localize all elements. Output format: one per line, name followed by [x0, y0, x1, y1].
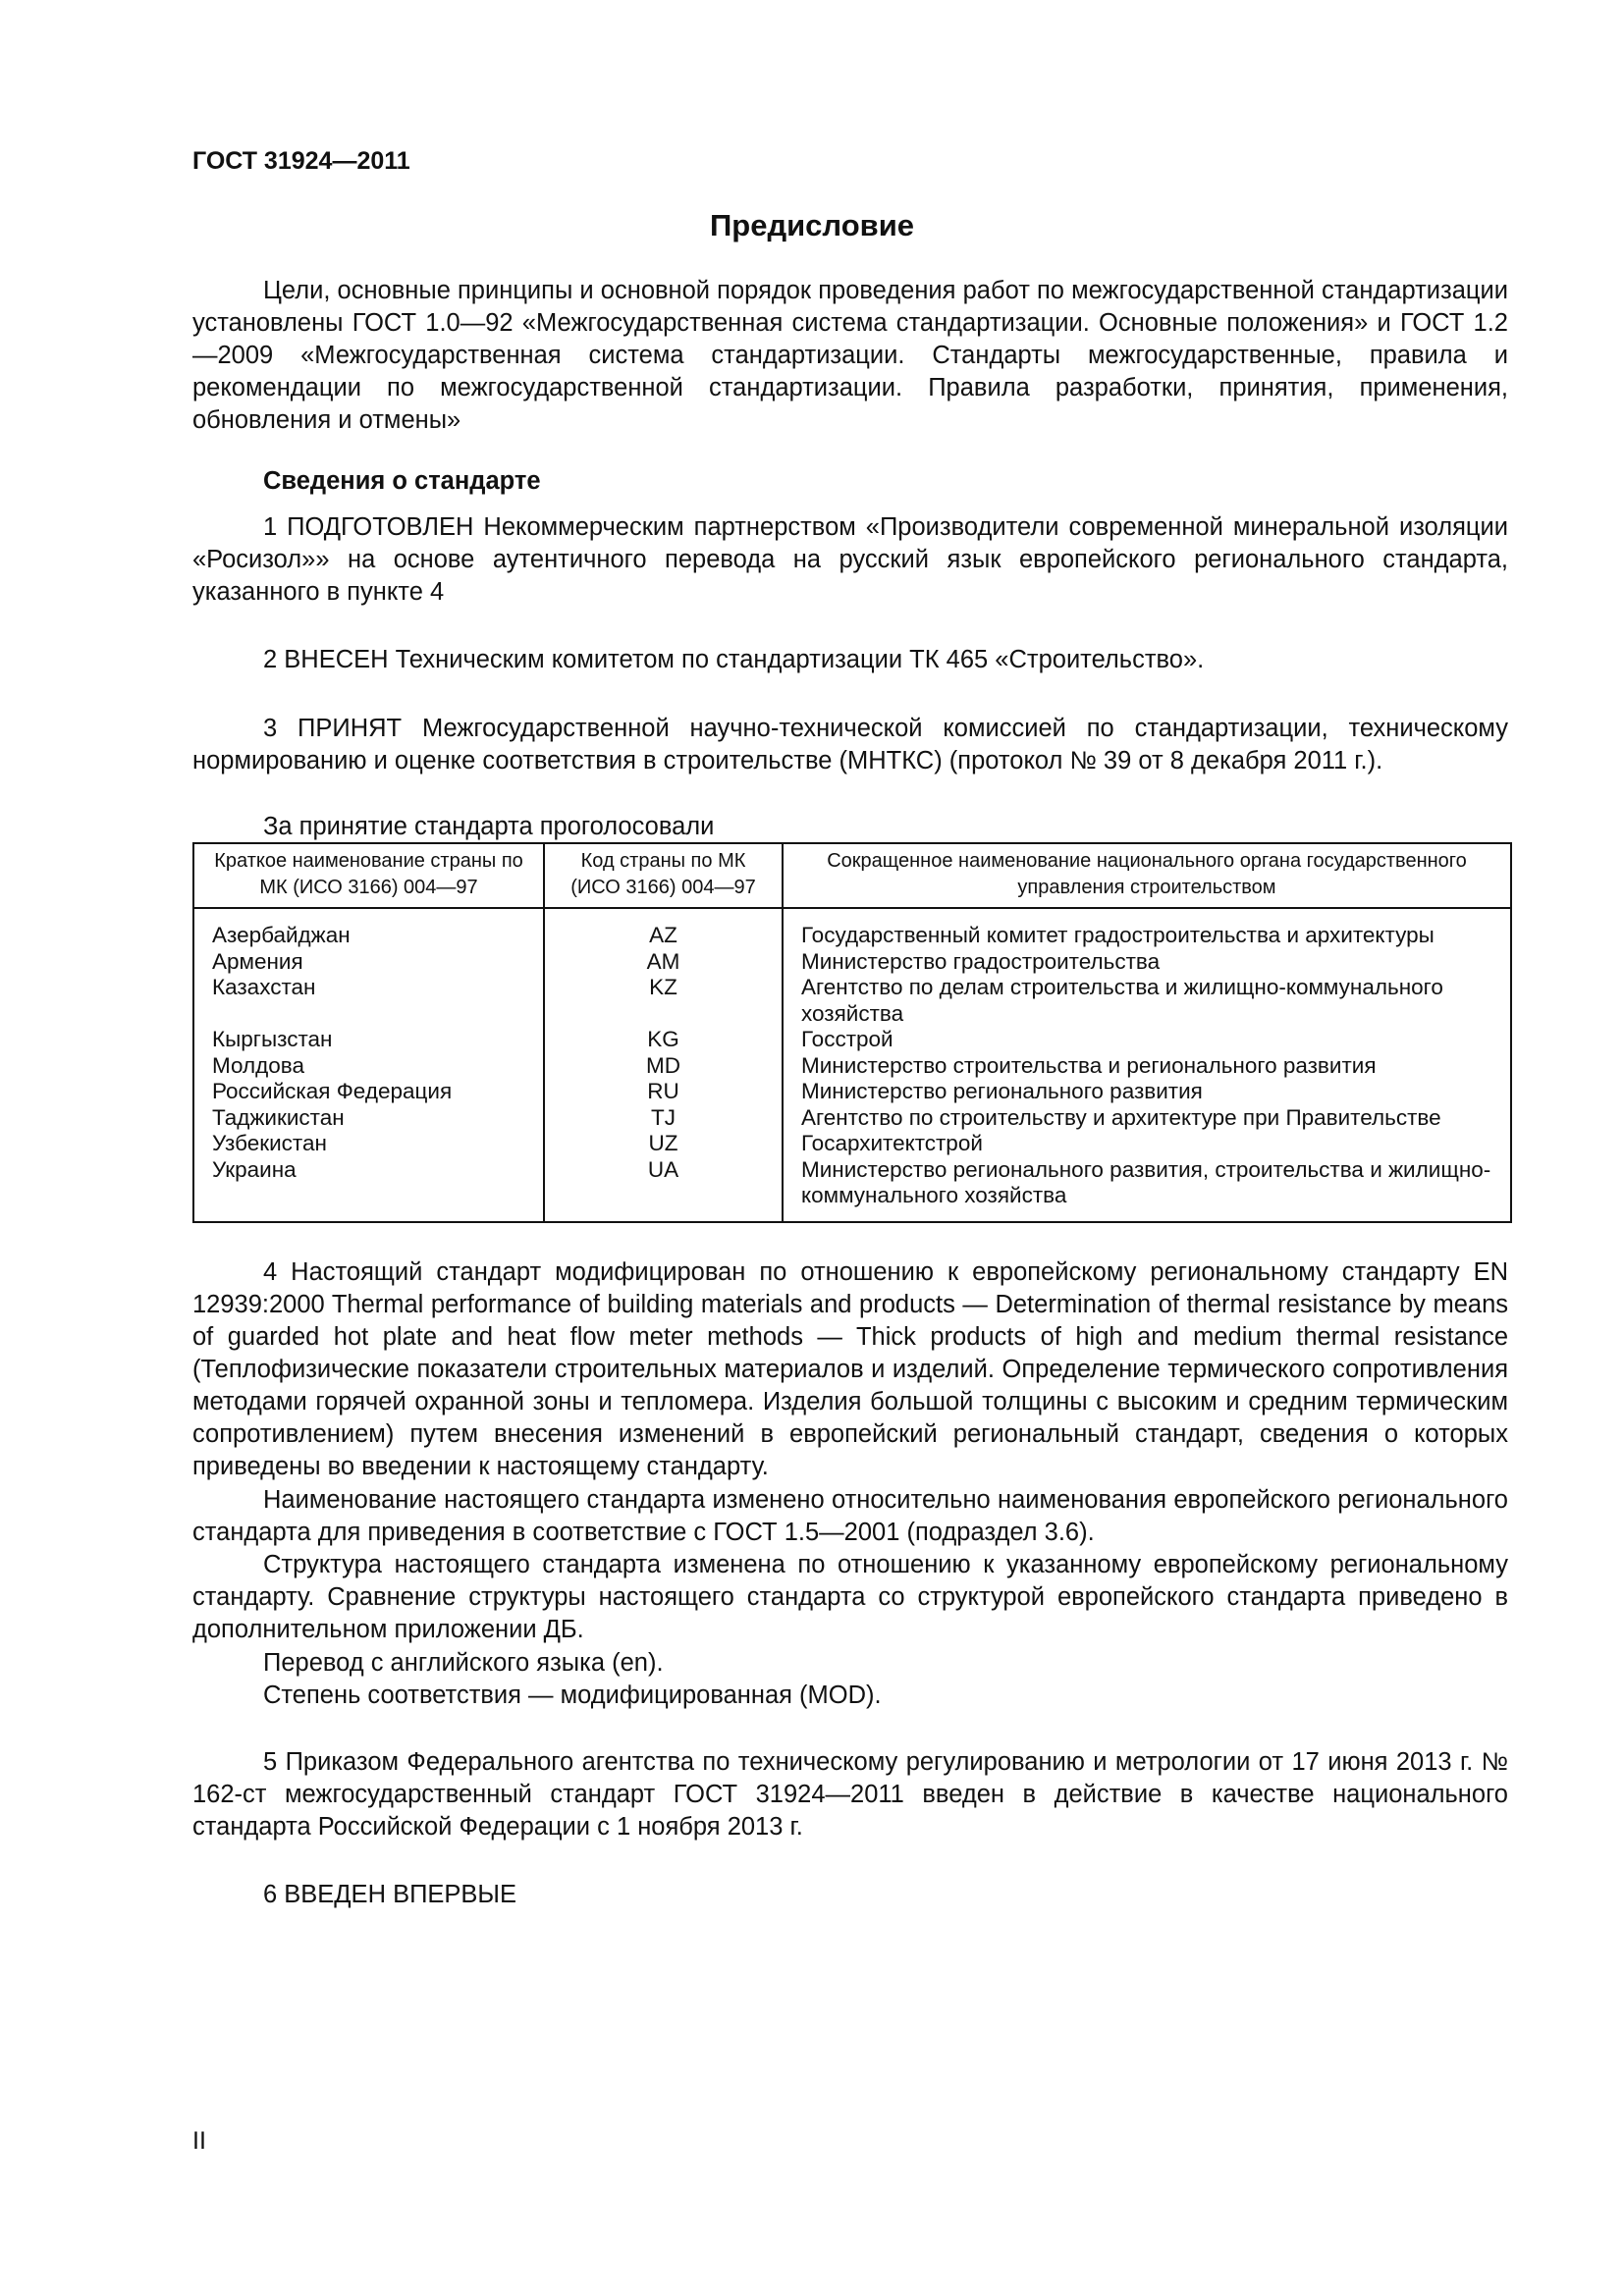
item-6: 6 ВВЕДЕН ВПЕРВЫЕ	[263, 1881, 517, 1908]
body-cell: Агентство по строительству и архитектуре при Правительстве	[801, 1104, 1441, 1130]
header-body: Сокращенное наименование национального органа государственного управления строительством	[783, 843, 1511, 908]
code-cell: UZ	[648, 1131, 678, 1155]
page-number: II	[192, 2127, 206, 2155]
country-cell: Кыргызстан	[212, 1027, 333, 1051]
code-cell: AZ	[649, 923, 677, 947]
item-4-translation: Перевод с английского языка (en).	[263, 1649, 664, 1677]
country-cell: Украина	[212, 1156, 297, 1182]
country-cell: Узбекистан	[212, 1131, 327, 1155]
country-cell: Таджикистан	[212, 1104, 345, 1130]
country-cell: Российская Федерация	[212, 1079, 453, 1103]
body-cell: Государственный комитет градостроительства и архитектуры	[801, 923, 1435, 947]
country-cell: Казахстан	[212, 975, 316, 999]
vote-caption: За принятие стандарта проголосовали	[263, 813, 715, 840]
code-cell: RU	[647, 1079, 679, 1103]
item-2: 2 ВНЕСЕН Техническим комитетом по стандартизации ТК 465 «Строительство».	[263, 646, 1205, 673]
country-cell: Армения	[212, 948, 303, 974]
body-cell: Госстрой	[801, 1027, 893, 1051]
code-column	[544, 908, 783, 1222]
code-cell: KZ	[649, 975, 677, 999]
header-code: Код страны по МК (ИСО 3166) 004—97	[544, 843, 783, 908]
body-column	[783, 908, 1511, 1222]
item-4: 4 Настоящий стандарт модифицирован по отношению к европейскому региональному стандарту EN 12939:2000 Thermal performance of building materials and products — Determination of thermal resistance by means of guarded hot plate and heat flow meter methods — Thick products of high and medium thermal resistance (Теплофизические показатели строительных материалов и изделий. Определение термического сопротивления методами горячей охранной зоны и тепломера. Изделия большой толщины с высоким и средним термическим сопротивлением) путем внесения изменений в европейский региональный стандарт, сведения о которых приведены во введении к настоящему стандарту.	[192, 1258, 1508, 1480]
code-cell: KG	[647, 1027, 679, 1051]
item-3: 3 ПРИНЯТ Межгосударственной научно-технической комиссией по стандартизации, техническому нормированию и оценке соответствия в строительстве (МНТКС) (протокол № 39 от 8 декабря 2011 г.).	[192, 715, 1508, 774]
body-cell: Министерство регионального развития, строительства и жилищно-коммунального хозяйства	[801, 1156, 1491, 1207]
body-cell: Министерство регионального развития	[801, 1079, 1203, 1103]
country-cell: Азербайджан	[212, 923, 351, 947]
country-cell: Молдова	[212, 1052, 304, 1078]
spacer	[212, 1001, 525, 1028]
body-cell: Министерство строительства и регионального развития	[801, 1052, 1377, 1078]
table-row	[193, 908, 1511, 1222]
body-cell: Госархитектстрой	[801, 1131, 983, 1155]
voting-table	[192, 842, 1512, 1223]
item-1: 1 ПОДГОТОВЛЕН Некоммерческим партнерством «Производители современной минеральной изоляции «Росизол»» на основе аутентичного перевода на русский язык европейского регионального стандарта, указанного в пункте 4	[192, 513, 1508, 606]
code-cell: AM	[646, 948, 680, 974]
section-heading: Сведения о стандарте	[263, 467, 541, 495]
page-title: Предисловие	[709, 208, 914, 242]
body-cell: Министерство градостроительства	[801, 948, 1161, 974]
spacer	[563, 1001, 764, 1028]
item-5: 5 Приказом Федерального агентства по техническому регулированию и метрологии от 17 июня 2013 г. № 162-ст межгосударственный стандарт ГОСТ 31924—2011 введен в действие в качестве национального стандарта Российской Федерации с 1 ноября 2013 г.	[192, 1748, 1508, 1841]
intro-paragraph: Цели, основные принципы и основной порядок проведения работ по межгосударственной стандартизации установлены ГОСТ 1.0—92 «Межгосударственная система стандартизации. Основные положения» и ГОСТ 1.2—2009 «Межгосударственная система стандартизации. Стандарты межгосударственные, правила и рекомендации по межгосударственной стандартизации. Правила разработки, принятия, применения, обновления и отмены»	[192, 277, 1508, 434]
code-cell: UA	[647, 1156, 679, 1182]
header-country: Краткое наименование страны по МК (ИСО 3166) 004—97	[193, 843, 544, 908]
country-column	[193, 908, 544, 1222]
item-4-name-note: Наименование настоящего стандарта изменено относительно наименования европейского регионального стандарта для приведения в соответствие с ГОСТ 1.5—2001 (подраздел 3.6).	[192, 1486, 1508, 1546]
item-4-degree: Степень соответствия — модифицированная (MOD).	[263, 1682, 882, 1709]
document-id: ГОСТ 31924—2011	[192, 147, 410, 175]
code-cell: MD	[646, 1052, 680, 1078]
code-cell: TJ	[651, 1104, 676, 1130]
item-4-structure-note: Структура настоящего стандарта изменена по отношению к указанному европейскому региональному стандарту. Сравнение структуры настоящего стандарта со структурой европейского стандарта приведено в дополнительном приложении ДБ.	[192, 1551, 1508, 1643]
body-cell: Агентство по делам строительства и жилищно-коммунального хозяйства	[801, 975, 1443, 1026]
